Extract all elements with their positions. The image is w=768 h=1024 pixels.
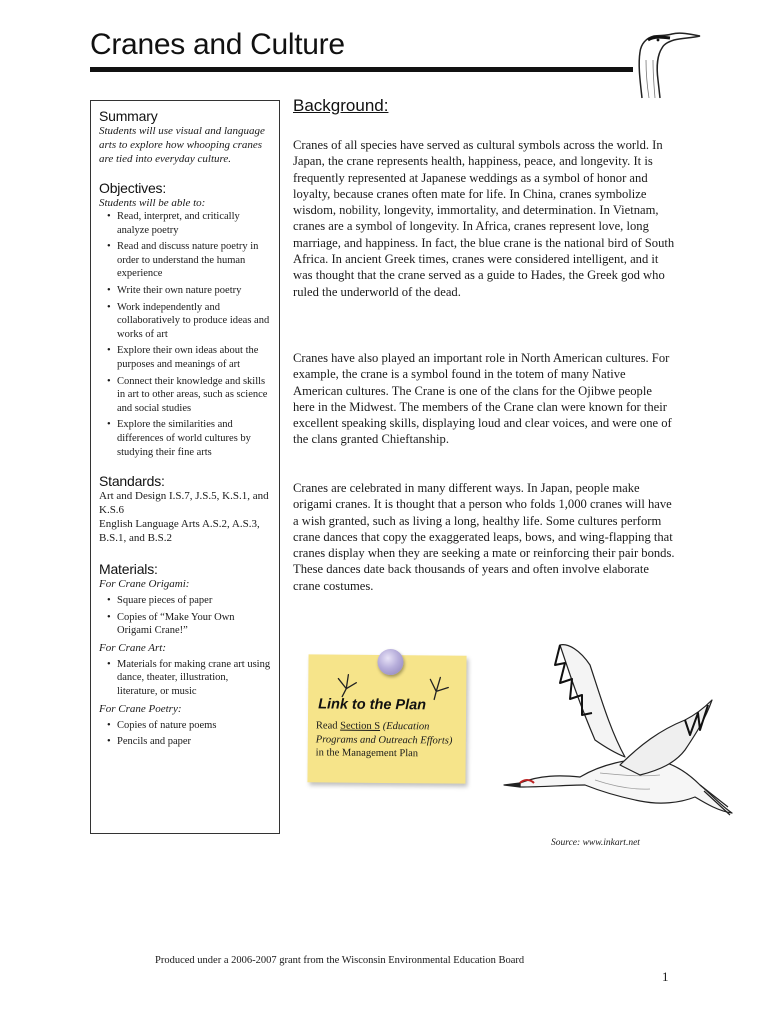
note-title: Link to the Plan	[318, 696, 427, 714]
title-rule	[90, 67, 633, 72]
materials-heading: Materials:	[99, 561, 158, 578]
note-text-italic: (Education Programs and Outreach Efforts)	[315, 720, 453, 747]
page-title: Cranes and Culture	[90, 28, 345, 61]
background-heading: Background:	[293, 96, 389, 115]
crane-head-illustration	[620, 20, 702, 100]
summary-sidebar	[90, 100, 280, 834]
pushpin-icon	[377, 649, 403, 675]
summary-heading: Summary	[99, 108, 158, 124]
image-source-caption: Source: www.inkart.net	[551, 838, 640, 848]
origami-materials-list	[99, 594, 271, 638]
list-item: • Pencils and paper	[107, 735, 271, 749]
art-materials-list	[99, 658, 271, 699]
note-text-read: Read	[315, 720, 341, 732]
list-item: • Square pieces of paper	[107, 594, 271, 608]
list-item: • Materials for making crane art using dance, theater, illustration, literature, or music	[107, 658, 271, 699]
background-paragraph: Cranes have also played an important role in North American cultures. For example, the crane is a symbol found in the totem of many Native American cultures. The Crane is one of the clans for the Ojibwe people here in the Midwest. The members of the Crane clan were known for their excellent speaking skills, displaying loud and clear voices, and were one of the clans granted Chieftanship.	[293, 351, 672, 447]
objectives-heading: Objectives:	[99, 180, 167, 196]
grant-footer: Produced under a 2006-2007 grant from the Wisconsin Environmental Education Board	[155, 955, 525, 966]
background-paragraph: Cranes of all species have served as cultural symbols across the world. In Japan, the crane represents health, happiness, peace, and longevity. It is frequently represented at Japanese weddings as a symbol of honor and loyalty, because cranes often mate for life. In China, cranes symbolize wisdom, nobility, longevity, immortality, and determination. In Vietnam, cranes are a symbol of longevity. In Africa, cranes represent love, long marriage, and happiness. In fact, the blue crane is the national bird of South Africa. In ancient Greek times, cranes were considered intelligent, and it was thought that the crane served as a guide to Hades, the Greek god who ruled the underworld of the dead.	[293, 138, 675, 299]
materials-poetry-label: For Crane Poetry:	[99, 702, 182, 715]
list-item: • Copies of nature poems	[107, 719, 271, 733]
objectives-intro: Students will be able to:	[99, 197, 206, 209]
flying-crane-illustration	[500, 635, 735, 835]
standards-line: English Language Arts A.S.2, A.S.3, B.S.1, and B.S.2	[99, 518, 260, 545]
note-text-end: in the Management Plan	[315, 747, 419, 760]
list-item: • Connect their knowledge and skills in art to other areas, such as science and social studies	[107, 375, 271, 416]
list-item: • Read and discuss nature poetry in order to understand the human experience	[107, 240, 271, 281]
materials-art-label: For Crane Art:	[99, 641, 167, 654]
summary-text: Students will use visual and language arts to explore how whooping cranes are tied into everyday culture.	[99, 125, 265, 165]
section-s-link[interactable]: Section S	[340, 720, 381, 732]
list-item: • Work independently and collaboratively to produce ideas and works of art	[107, 301, 271, 342]
list-item: • Explore the similarities and differences of world cultures by studying their fine arts	[107, 418, 271, 459]
background-paragraph: Cranes are celebrated in many different ways. In Japan, people make origami cranes. It is thought that a person who folds 1,000 cranes will have a wish granted, such as living a long, healthy life. Some cultures perform crane dances that copy the exaggerated leaps, bows, and wing-flapping that cranes display when they are seeking a mate or reinforcing their pair bonds. These dances date back thousands of years and often involve elaborate crane costumes.	[293, 481, 675, 593]
standards-line: Art and Design I.S.7, J.S.5, K.S.1, and K.S.6	[99, 490, 269, 517]
objectives-list	[99, 210, 271, 459]
list-item: • Read, interpret, and critically analyze poetry	[107, 210, 271, 237]
list-item: • Copies of “Make Your Own Origami Crane!”	[107, 611, 271, 638]
link-to-plan-note	[307, 654, 466, 783]
page-number: 1	[662, 969, 669, 984]
poetry-materials-list	[99, 719, 271, 749]
materials-origami-label: For Crane Origami:	[99, 578, 190, 591]
list-item: • Write their own nature poetry	[107, 284, 271, 298]
list-item: • Explore their own ideas about the purposes and meanings of art	[107, 344, 271, 371]
note-text	[316, 719, 461, 761]
standards-heading: Standards:	[99, 473, 165, 490]
